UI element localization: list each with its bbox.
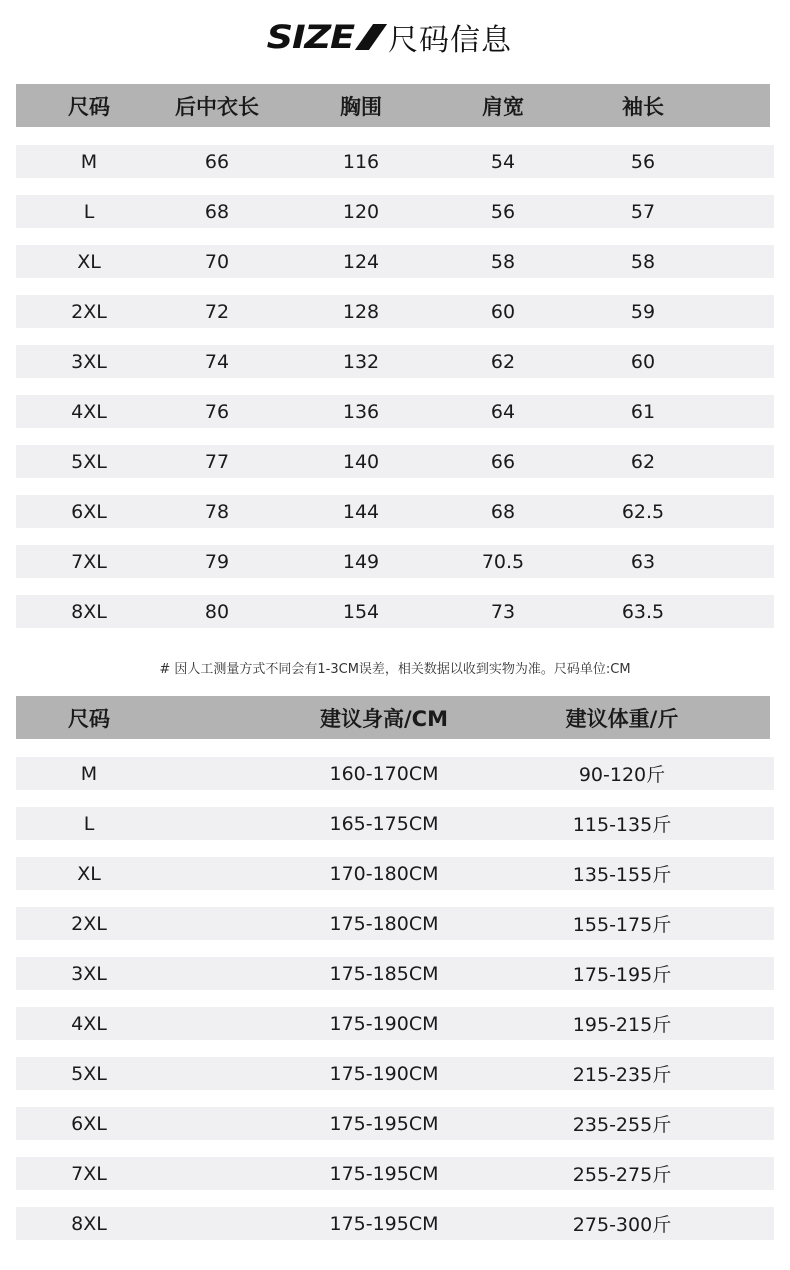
table-cell: 135-155斤 (572, 864, 672, 886)
table-cell: 8XL (71, 600, 107, 623)
table-row (16, 195, 774, 228)
table-cell: 2XL (71, 300, 107, 323)
table-cell: 175-195CM (329, 1162, 439, 1185)
header-cell: 尺码 (68, 94, 110, 119)
title-en: SIZE (266, 18, 354, 56)
table-cell: 64 (490, 400, 516, 423)
table-cell: 90-120斤 (578, 764, 666, 786)
table-cell: 7XL (71, 550, 107, 573)
table-cell: 79 (204, 550, 230, 573)
table-cell: 76 (204, 400, 230, 423)
table-cell: XL (77, 862, 101, 885)
table-cell: 155-175斤 (572, 914, 672, 936)
table-cell: 275-300斤 (572, 1214, 672, 1236)
table-row (16, 595, 774, 628)
table-cell: 5XL (71, 450, 107, 473)
table-cell: 175-195CM (329, 1112, 439, 1135)
table-cell: 60 (490, 300, 516, 323)
table-row (16, 1157, 774, 1190)
table-cell: 58 (630, 250, 656, 273)
table-header (16, 696, 770, 739)
table-cell: 149 (342, 550, 380, 573)
table-cell: 6XL (71, 500, 107, 523)
table-cell: 132 (342, 350, 380, 373)
measurement-note: # 因人工测量方式不同会有1-3CM误差，相关数据以收到实物为准。尺码单位:CM (159, 662, 631, 677)
header-cell: 后中衣长 (175, 94, 259, 119)
table-row (16, 1007, 774, 1040)
table-cell: 77 (204, 450, 230, 473)
table-cell: M (80, 150, 98, 173)
table-row (16, 907, 774, 940)
table-row (16, 545, 774, 578)
table-row (16, 757, 774, 790)
table-cell: 5XL (71, 1062, 107, 1085)
table-cell: 72 (204, 300, 230, 323)
table-row (16, 395, 774, 428)
table-cell: 124 (342, 250, 380, 273)
table-cell: 175-190CM (329, 1012, 439, 1035)
table-row (16, 145, 774, 178)
table-cell: 74 (204, 350, 230, 373)
table-cell: 128 (342, 300, 380, 323)
table-cell: 4XL (71, 1012, 107, 1035)
table-cell: 54 (490, 150, 516, 173)
table-row (16, 245, 774, 278)
table-cell: 120 (342, 200, 380, 223)
table-cell: 175-190CM (329, 1062, 439, 1085)
table-cell: 136 (342, 400, 380, 423)
table-cell: 255-275斤 (572, 1164, 672, 1186)
table-cell: 63.5 (621, 600, 665, 623)
table-row (16, 1107, 774, 1140)
table-cell: 160-170CM (329, 762, 439, 785)
header-cell: 胸围 (340, 94, 382, 119)
table-cell: 175-185CM (329, 962, 439, 985)
table-cell: 73 (490, 600, 516, 623)
table-cell: M (80, 762, 98, 785)
table-cell: 63 (630, 550, 656, 573)
table-row (16, 857, 774, 890)
table-cell: 140 (342, 450, 380, 473)
table-cell: 195-215斤 (572, 1014, 672, 1036)
table-row (16, 345, 774, 378)
table-cell: 62 (630, 450, 656, 473)
table-cell: 68 (204, 200, 230, 223)
table-cell: 4XL (71, 400, 107, 423)
table-row (16, 445, 774, 478)
slash-icon (355, 24, 387, 50)
table-cell: 61 (630, 400, 656, 423)
header-cell: 尺码 (68, 706, 110, 731)
table-header (16, 84, 770, 127)
table-cell: 57 (630, 200, 656, 223)
table-cell: 144 (342, 500, 380, 523)
table-cell: 62 (490, 350, 516, 373)
table-row (16, 807, 774, 840)
table-cell: L (83, 812, 95, 835)
table-cell: 165-175CM (329, 812, 439, 835)
table-cell: 59 (630, 300, 656, 323)
table-cell: 7XL (71, 1162, 107, 1185)
table-cell: L (83, 200, 95, 223)
table-cell: 175-195CM (329, 1212, 439, 1235)
table-cell: 3XL (71, 350, 107, 373)
table-cell: 215-235斤 (572, 1064, 672, 1086)
table-cell: 66 (204, 150, 230, 173)
header-cell: 肩宽 (482, 94, 524, 119)
table-row (16, 495, 774, 528)
table-cell: 60 (630, 350, 656, 373)
table-row (16, 957, 774, 990)
table-cell: 116 (342, 150, 380, 173)
table-cell: 56 (490, 200, 516, 223)
header-cell: 建议体重/斤 (565, 706, 679, 731)
table-cell: 70 (204, 250, 230, 273)
table-row (16, 1057, 774, 1090)
table-cell: 56 (630, 150, 656, 173)
table-cell: 2XL (71, 912, 107, 935)
table-cell: 6XL (71, 1112, 107, 1135)
table-row (16, 295, 774, 328)
table-cell: 68 (490, 500, 516, 523)
table-row (16, 1207, 774, 1240)
table-cell: 66 (490, 450, 516, 473)
table-cell: 3XL (71, 962, 107, 985)
title-cn: 尺码信息 (388, 23, 512, 58)
header-cell: 建议身高/CM (320, 706, 448, 731)
table-cell: 175-195斤 (572, 964, 672, 986)
table-cell: 235-255斤 (572, 1114, 672, 1136)
table-cell: 58 (490, 250, 516, 273)
table-cell: 70.5 (481, 550, 525, 573)
page-title (0, 12, 790, 62)
table-cell: 62.5 (621, 500, 665, 523)
table-cell: 80 (204, 600, 230, 623)
table-cell: 175-180CM (329, 912, 439, 935)
table-cell: 8XL (71, 1212, 107, 1235)
table-cell: 78 (204, 500, 230, 523)
table-cell: 154 (342, 600, 380, 623)
table-cell: XL (77, 250, 101, 273)
header-cell: 袖长 (622, 94, 664, 119)
table-cell: 115-135斤 (572, 814, 672, 836)
table-cell: 170-180CM (329, 862, 439, 885)
